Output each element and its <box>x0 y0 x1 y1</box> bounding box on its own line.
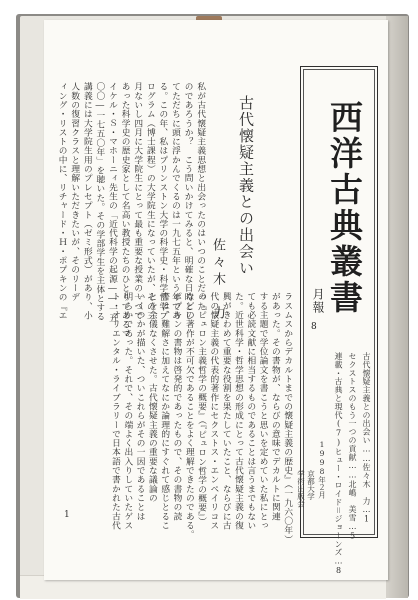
essay-column: た。近世科学・哲学思想の形成にとって古代懐疑主義の復 <box>233 292 244 530</box>
issue-number: 8 <box>311 322 317 332</box>
essay-column: てただちに頭に浮かんでくるのは一九七五年という年であ <box>170 82 181 320</box>
essay-column: のであろうか？ こう問いかけてみると、明確な日時とし <box>183 82 194 320</box>
essay-column: ラスムスからデカルトまでの懐疑主義の歴史』（一九六〇年） <box>282 292 293 544</box>
toc-item: セクストスのもう一つの貢献……北嶋 美雪…5 <box>348 352 357 541</box>
essay-column: ト・オリエンタル・ライブラリーで日本語で書かれた古代 <box>110 292 121 530</box>
essay-column: 講義には大学院生用のプレセプト（ゼミ形式）があり、小 <box>82 82 93 320</box>
essay-column: 私が古代懐疑主義思想と出会ったのはいつのことだった <box>195 82 206 311</box>
essay-column: ポプキンの書物は啓発的であったもので、その書物の読 <box>172 292 182 521</box>
issue-label: 月報 <box>311 288 325 314</box>
essay-column: 興がきわめて重要な役割を果たしていたこと、ならびに古 <box>221 292 232 530</box>
essay-column: 明らかであった。それで、その端よく出入りしていたゲス <box>122 292 133 530</box>
essay-column: ログラム（博士課程）の大学院生になっていたが、その三 <box>145 82 156 320</box>
essay-column: る。この年、私はプリンストン大学の科学史・科学哲学プ <box>157 82 168 320</box>
essay-author: 佐々木 力 <box>210 238 225 323</box>
book-fore-edge <box>386 16 408 598</box>
essay-column: の『ピュロン主義哲学の概要』（『ピュロン哲学の概要』） <box>196 292 207 526</box>
essay-column: いくつかが描いた、ついこれらがその一因であることは <box>135 292 146 521</box>
essay-column: する主題で学位論文を書こうと思いを定めていた私にとっ <box>258 292 269 530</box>
essay-column: 代の懐疑主義の代表的著作にセクストス・エンペイリコス <box>208 292 219 530</box>
publisher-line: 京都大学 <box>306 470 316 500</box>
essay-column: ィング・リストの中に、リチャード・Ｈ・ポプキンの『エ <box>57 82 68 320</box>
essay-column: があった。その書物が、ならびの意味でデカルトに関連 <box>270 292 281 521</box>
essay-column: 人数の復習クラスと理解いただきたいが、そのリーデ <box>69 82 80 302</box>
publisher-line: 学術出版会 <box>296 470 306 508</box>
issue-date: 1998年２月 <box>317 440 327 499</box>
toc-item: 古代懐疑主義との出会い……佐々木 力…1 <box>362 352 371 524</box>
page-number: 1 <box>64 510 70 520</box>
essay-column: あった科学史の歴史家として名高い教授たちのひとりであるマ <box>120 82 131 339</box>
essay-column: ても必読文献に相当するものであることは言うまでもない <box>245 292 256 530</box>
essay-column: とを余儀なくさせた。古代懐疑主義の重要な議論の <box>147 292 158 503</box>
essay-column: イケル・Ｓ・マホーニィ先生の「近代科学の起源――一五 <box>107 82 118 323</box>
newsletter-title: 西洋古典叢書 <box>325 100 364 316</box>
essay-column: 〇〇―一七五〇年」を聴いた。その学部学生を主体とする <box>94 82 105 322</box>
essay-column: 月ないし四月に大学院生にとって最も重要な授業の一つで <box>132 82 143 320</box>
toc-item: 連載・古典と現代(7)ヒュー・ロイド＝ジョーンズ…8 <box>334 352 343 576</box>
essay-column: 書は、難解さに加えてなにか論理的にすぐれて感じとるこ <box>159 292 170 530</box>
essay-title: 古代懐疑主義との出会い <box>237 95 255 277</box>
essay-column: などの著作が不可欠であることをよく理解できたのである。 <box>184 292 195 540</box>
